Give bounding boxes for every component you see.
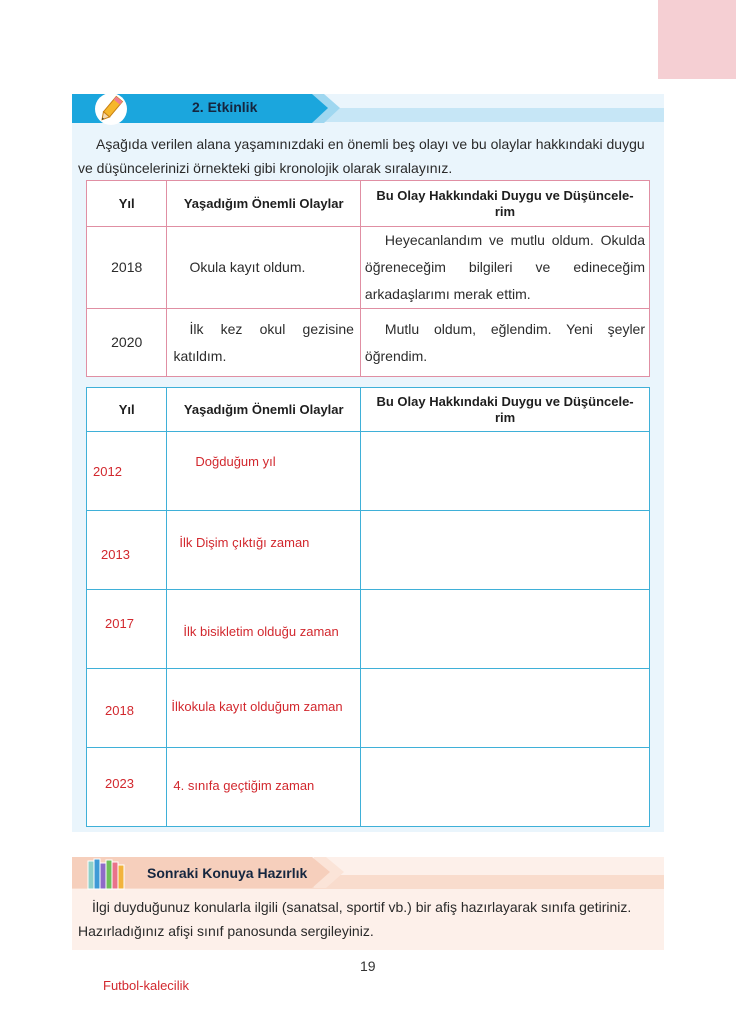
table-row [87, 432, 650, 511]
header-year: Yıl [87, 388, 167, 432]
example-event-text: İlk kez okul gezisine katıldım. [173, 320, 354, 364]
activity-panel [72, 94, 664, 832]
books-icon [86, 857, 130, 891]
event-cell[interactable] [167, 748, 361, 827]
handwritten-year: 2017 [105, 616, 134, 631]
year-cell[interactable] [87, 669, 167, 748]
example-table [86, 180, 650, 377]
header-feelings-line2: rim [494, 409, 516, 425]
table-row [87, 511, 650, 590]
year-cell[interactable] [87, 432, 167, 511]
event-cell[interactable] [167, 511, 361, 590]
handwritten-year: 2018 [105, 703, 134, 718]
page-number: 19 [360, 958, 376, 974]
table-row [87, 669, 650, 748]
activity-instructions [78, 132, 660, 180]
header-event: Yaşadığım Önemli Olaylar [167, 388, 361, 432]
header-feelings [360, 181, 649, 227]
feelings-cell[interactable] [361, 748, 650, 827]
example-feelings-text: Mutlu oldum, eğlendim. Yeni şeyler öğrendim. [364, 320, 645, 364]
event-cell[interactable] [167, 432, 361, 511]
handwritten-year: 2012 [93, 464, 122, 479]
handwritten-year: 2013 [101, 547, 130, 562]
header-feelings-line1: Bu Olay Hakkındaki Duygu ve Düşüncele- [376, 187, 634, 203]
header-event: Yaşadığım Önemli Olaylar [167, 181, 360, 227]
feelings-cell[interactable] [361, 669, 650, 748]
pencil-icon [94, 92, 128, 126]
table-row [87, 590, 650, 669]
header-feelings-line2: rim [494, 203, 516, 219]
handwritten-event: İlkokula kayıt olduğum zaman [171, 699, 343, 714]
handwritten-event: 4. sınıfa geçtiğim zaman [173, 778, 315, 793]
handwritten-event: İlk Dişim çıktığı zaman [179, 535, 310, 550]
example-feelings-text: Heyecanlandım ve mutlu oldum. Okulda öğreneceğim bilgileri ve edineceğim arkadaşlarımı merak ettim. [364, 232, 645, 302]
header-feelings [361, 388, 650, 432]
handwritten-year: 2023 [105, 776, 134, 791]
student-table [86, 387, 650, 827]
year-cell[interactable] [87, 511, 167, 590]
feelings-cell[interactable] [361, 511, 650, 590]
year-cell[interactable] [87, 590, 167, 669]
handwritten-footer-note: Futbol-kalecilik [103, 978, 189, 993]
page-corner-tab [658, 0, 736, 79]
example-row [87, 309, 650, 377]
header-feelings-line1: Bu Olay Hakkındaki Duygu ve Düşüncele- [376, 393, 634, 409]
instructions-text: Aşağıda verilen alana yaşamınızdaki en önemli beş olayı ve bu olaylar hakkındaki duygu ve düşüncelerinizi örnekteki gibi kronolojik olarak sıralayınız. [78, 136, 645, 176]
example-row [87, 227, 650, 309]
feelings-cell[interactable] [361, 590, 650, 669]
table-row [87, 748, 650, 827]
feelings-cell[interactable] [361, 432, 650, 511]
handwritten-event: İlk bisikletim olduğu zaman [183, 624, 339, 639]
example-event: Okula kayıt oldum. [167, 227, 360, 309]
year-cell[interactable] [87, 748, 167, 827]
example-year: 2020 [87, 309, 167, 377]
next-topic-panel [72, 857, 664, 950]
event-cell[interactable] [167, 590, 361, 669]
next-topic-text-body: İlgi duyduğunuz konularla ilgili (sanatsal, sportif vb.) bir afiş hazırlayarak sınıfa getiriniz. Hazırladığınız afişi sınıf panosunda sergileyiniz. [78, 899, 632, 939]
header-year: Yıl [87, 181, 167, 227]
example-event [167, 309, 360, 377]
example-feelings [360, 309, 649, 377]
example-year: 2018 [87, 227, 167, 309]
example-feelings [360, 227, 649, 309]
next-topic-text [78, 895, 662, 943]
activity-title: 2. Etkinlik [192, 99, 258, 115]
handwritten-event: Doğduğum yıl [195, 454, 276, 469]
next-topic-title: Sonraki Konuya Hazırlık [147, 865, 308, 881]
event-cell[interactable] [167, 669, 361, 748]
